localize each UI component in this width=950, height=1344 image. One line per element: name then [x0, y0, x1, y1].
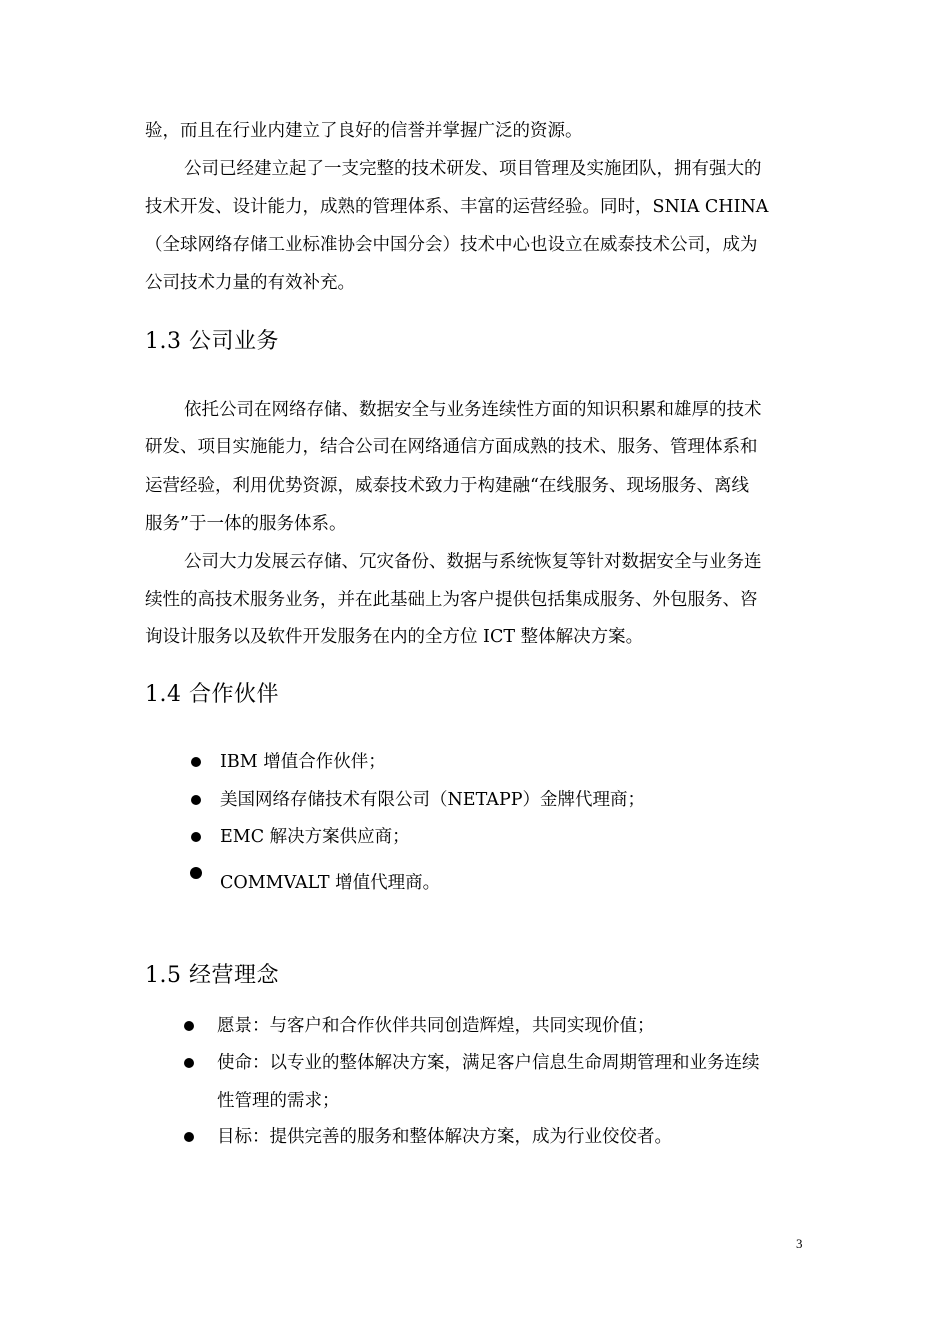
- list-item: 美国网络存储技术有限公司（NETAPP）金牌代理商；: [220, 790, 645, 810]
- paragraph-line: 公司已经建立起了一支完整的技术研发、项目管理及实施团队，拥有强大的: [184, 159, 762, 179]
- bullet-icon: [191, 795, 201, 805]
- paragraph-line: 验，而且在行业内建立了良好的信誉并掌握广泛的资源。: [145, 121, 583, 141]
- paragraph-line: 询设计服务以及软件开发服务在内的全方位 ICT 整体解决方案。: [145, 627, 644, 647]
- bullet-icon: [184, 1021, 194, 1031]
- list-item: 使命：以专业的整体解决方案，满足客户信息生命周期管理和业务连续: [217, 1053, 760, 1073]
- list-item: EMC 解决方案供应商；: [220, 827, 410, 847]
- list-item: IBM 增值合作伙伴；: [220, 752, 386, 772]
- section-heading-1-4: 1.4 合作伙伴: [145, 682, 279, 707]
- bullet-icon: [184, 1058, 194, 1068]
- page-number: 3: [796, 1236, 803, 1251]
- list-item: COMMVALT 增值代理商。: [220, 873, 441, 893]
- section-heading-1-3: 1.3 公司业务: [145, 329, 279, 354]
- paragraph-line: 服务”于一体的服务体系。: [145, 514, 347, 534]
- bullet-icon: [184, 1132, 194, 1142]
- paragraph-line: 公司大力发展云存储、冗灾备份、数据与系统恢复等针对数据安全与业务连: [184, 552, 762, 572]
- paragraph-line: （全球网络存储工业标准协会中国分会）技术中心也设立在威泰技术公司，成为: [145, 235, 758, 255]
- paragraph-line: 技术开发、设计能力，成熟的管理体系、丰富的运营经验。同时，SNIA CHINA: [145, 197, 769, 217]
- bullet-icon: [191, 757, 201, 767]
- paragraph-line: 公司技术力量的有效补充。: [145, 273, 355, 293]
- list-item: 愿景：与客户和合作伙伴共同创造辉煌，共同实现价值；: [217, 1016, 655, 1036]
- list-item-continuation: 性管理的需求；: [217, 1091, 340, 1111]
- paragraph-line: 研发、项目实施能力，结合公司在网络通信方面成熟的技术、服务、管理体系和: [145, 437, 758, 457]
- bullet-icon: [190, 867, 202, 879]
- paragraph-line: 依托公司在网络存储、数据安全与业务连续性方面的知识积累和雄厚的技术: [184, 400, 762, 420]
- paragraph-line: 运营经验，利用优势资源，威泰技术致力于构建融“在线服务、现场服务、离线: [145, 476, 749, 496]
- list-item: 目标：提供完善的服务和整体解决方案，成为行业佼佼者。: [217, 1127, 672, 1147]
- paragraph-line: 续性的高技术服务业务，并在此基础上为客户提供包括集成服务、外包服务、咨: [145, 590, 758, 610]
- section-heading-1-5: 1.5 经营理念: [145, 963, 279, 988]
- bullet-icon: [191, 832, 201, 842]
